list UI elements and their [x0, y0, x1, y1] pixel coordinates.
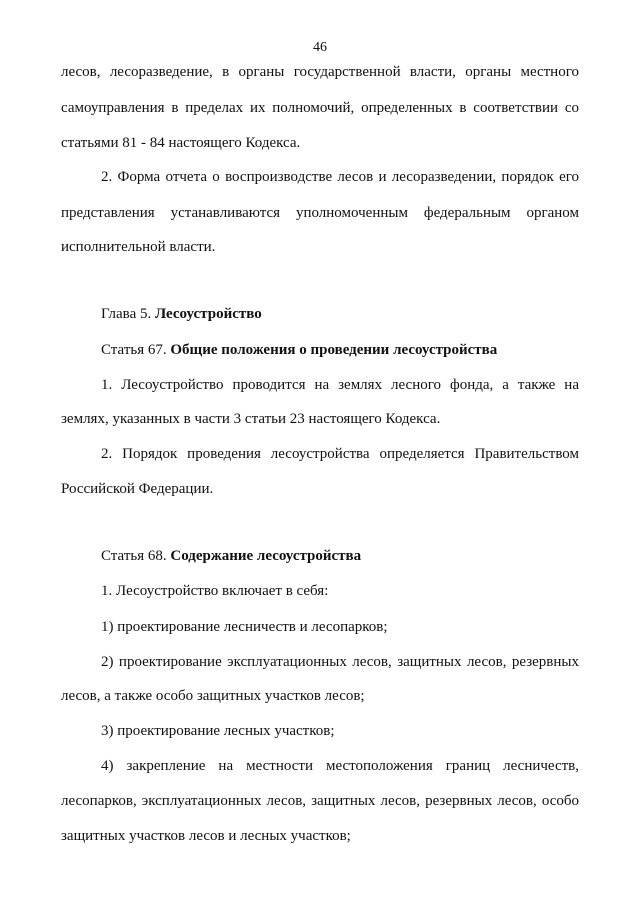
text-line: лесов, лесоразведение, в органы государственной власти, органы местного	[61, 64, 579, 80]
text-line: защитных участков лесов и лесных участков;	[61, 828, 351, 844]
page-number: 46	[313, 40, 327, 55]
chapter-prefix: Глава 5.	[101, 306, 152, 322]
text-line: исполнительной власти.	[61, 239, 216, 255]
text-line: лесов, а также особо защитных участков лесов;	[61, 688, 365, 704]
text-line: 1. Лесоустройство включает в себя:	[101, 583, 329, 599]
text-line: самоуправления в пределах их полномочий, определенных в соответствии со	[61, 100, 579, 116]
text-line: землях, указанных в части 3 статьи 23 настоящего Кодекса.	[61, 411, 441, 427]
article-67-prefix: Статья 67.	[101, 342, 167, 358]
article-68-title: Содержание лесоустройства	[170, 548, 362, 564]
text-line: Российской Федерации.	[61, 481, 214, 497]
chapter-title: Лесоустройство	[154, 306, 262, 322]
article-67-title: Общие положения о проведении лесоустройства	[170, 342, 498, 358]
article-68-prefix: Статья 68.	[101, 548, 167, 564]
text-line: 2. Порядок проведения лесоустройства определяется Правительством	[101, 446, 579, 462]
list-item: 2) проектирование эксплуатационных лесов, защитных лесов, резервных	[101, 654, 579, 670]
article-68-heading	[101, 546, 581, 566]
text-line: 2. Форма отчета о воспроизводстве лесов и лесоразведении, порядок его	[101, 169, 579, 185]
text-line: лесопарков, эксплуатационных лесов, защитных лесов, резервных лесов, особо	[61, 793, 579, 809]
article-67-heading	[101, 340, 581, 360]
list-item: 1) проектирование лесничеств и лесопарков;	[101, 619, 388, 635]
text-line: представления устанавливаются уполномоченным федеральным органом	[61, 205, 579, 221]
chapter-heading	[101, 304, 581, 324]
text-line: статьями 81 - 84 настоящего Кодекса.	[61, 135, 301, 151]
list-item: 3) проектирование лесных участков;	[101, 723, 335, 739]
list-item: 4) закрепление на местности местоположения границ лесничеств,	[101, 758, 579, 774]
text-line: 1. Лесоустройство проводится на землях лесного фонда, а также на	[101, 377, 579, 393]
